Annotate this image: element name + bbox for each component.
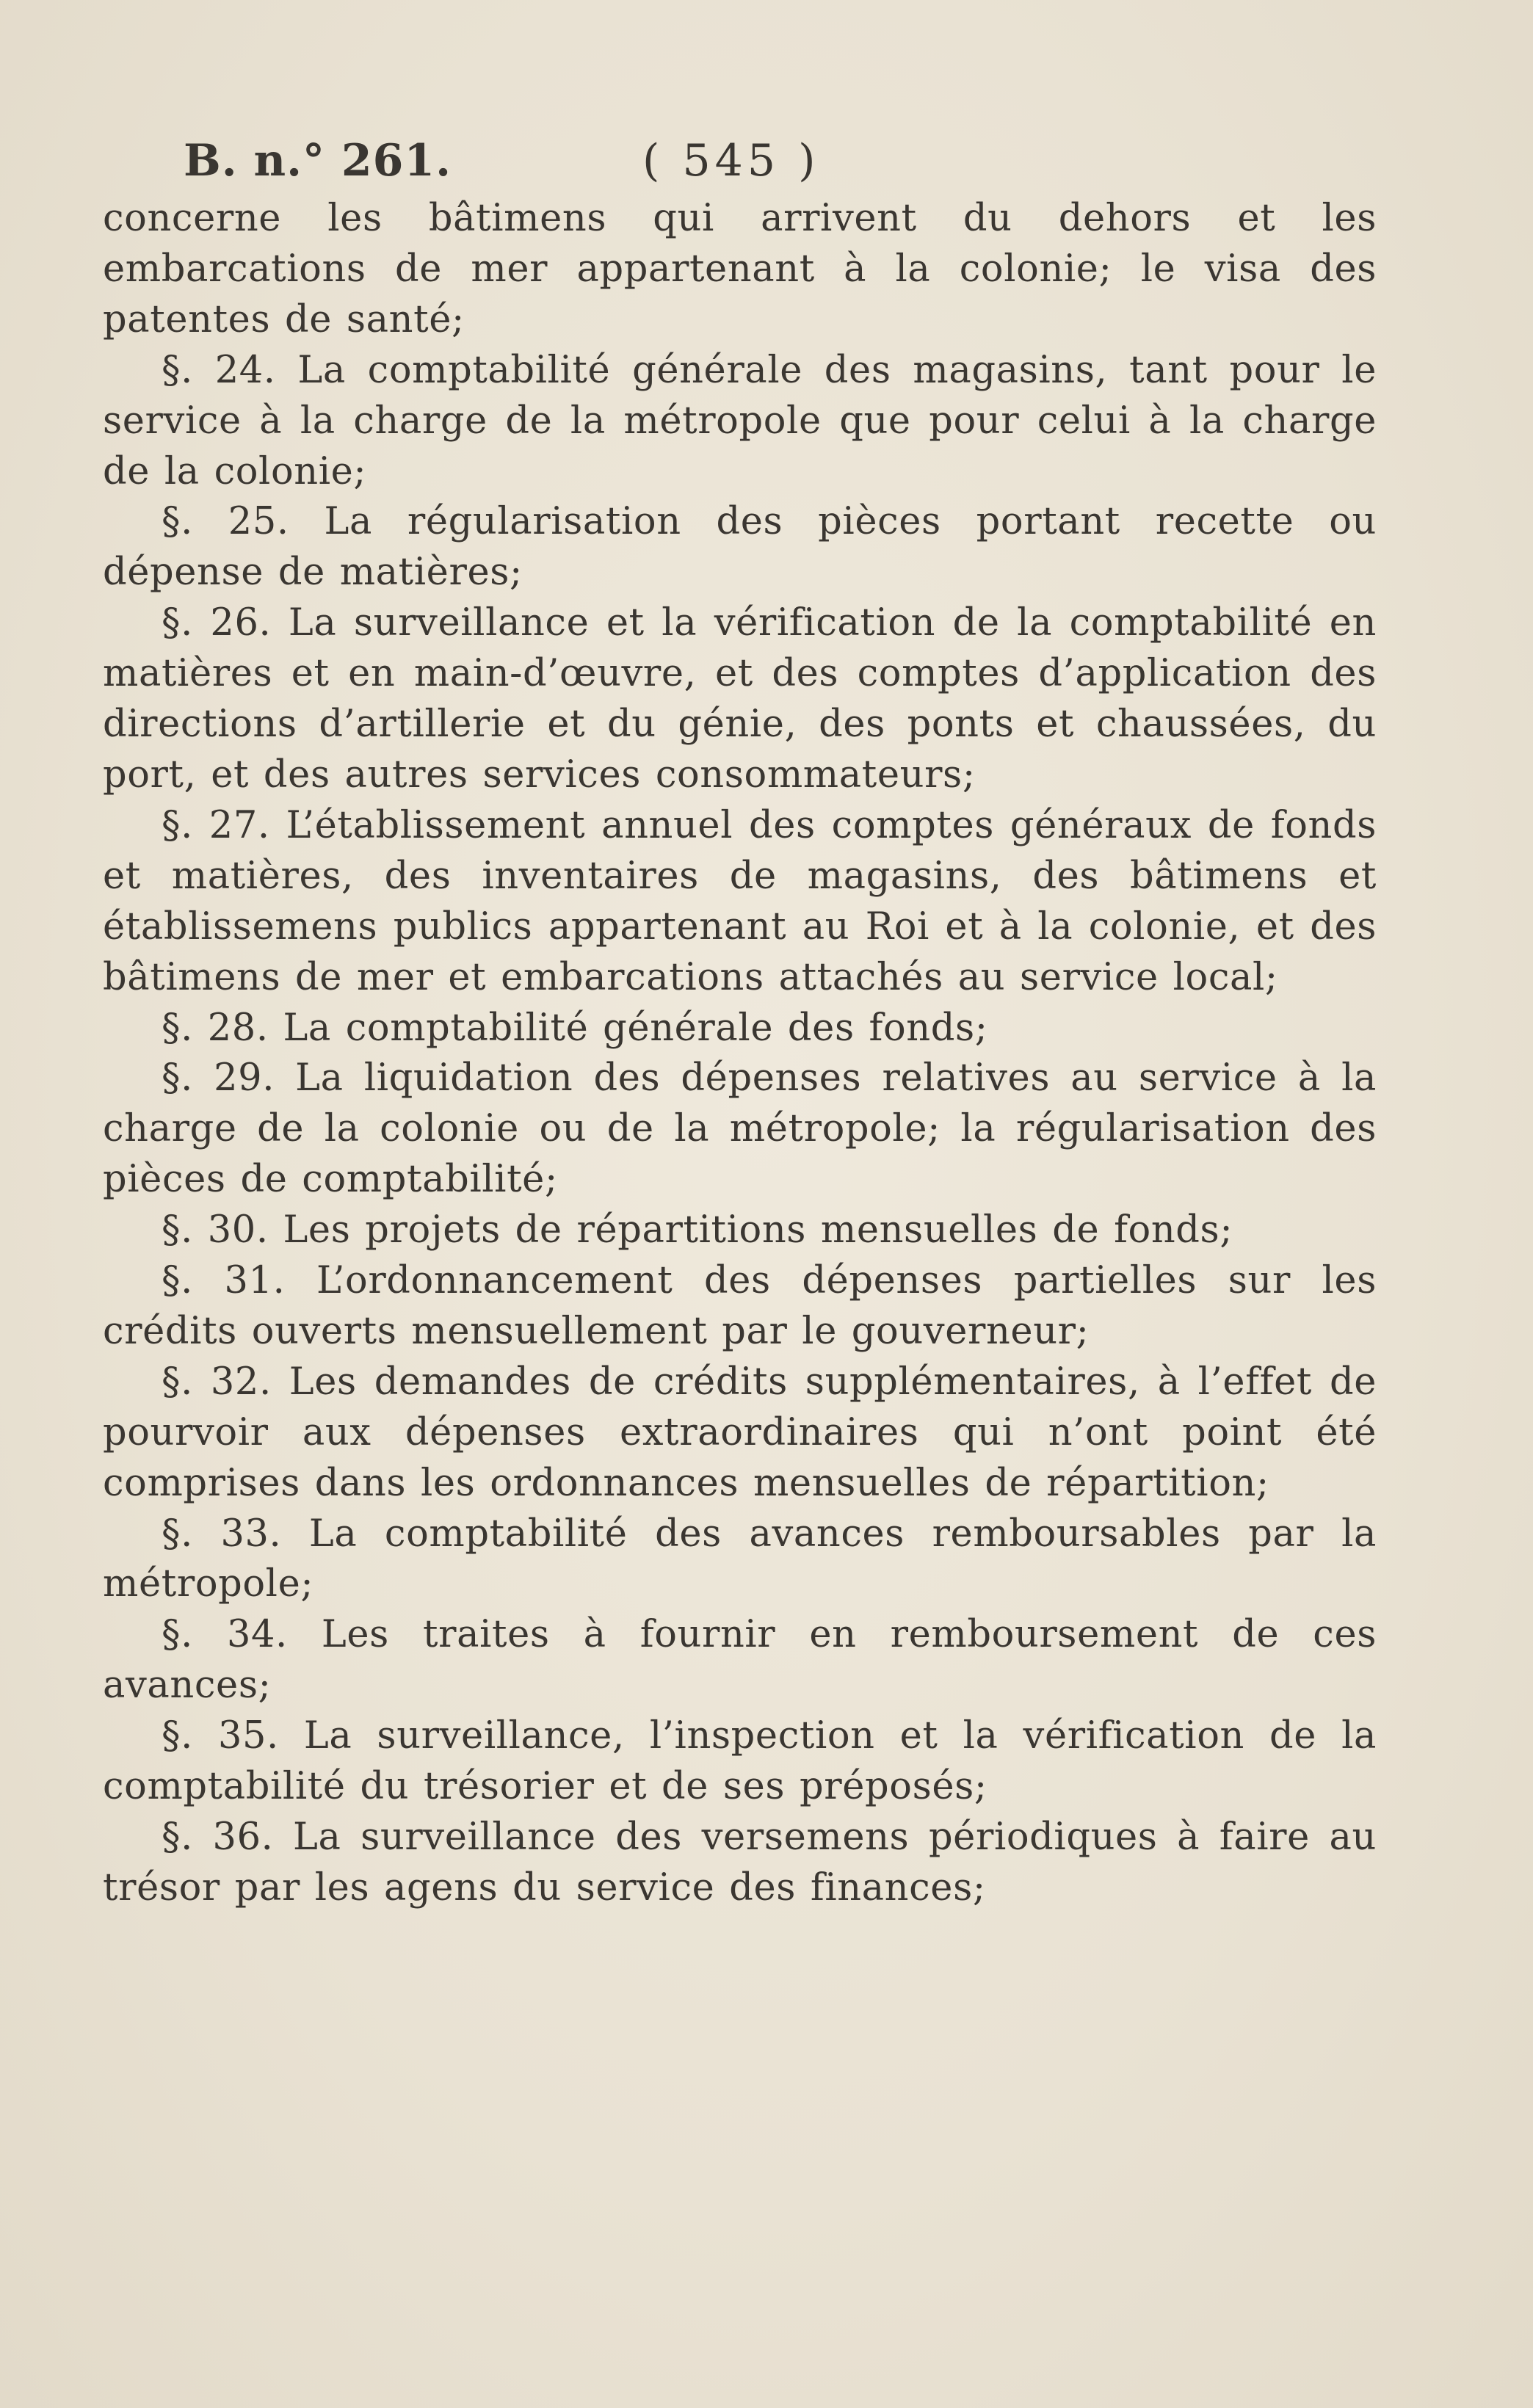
page-number: ( 545 ) bbox=[642, 135, 820, 186]
article-paragraph: §. 31. L’ordonnancement des dépenses partielles sur les crédits ouverts mensuellement par le gouverneur; bbox=[103, 1259, 1377, 1353]
article-paragraph: §. 24. La comptabilité générale des magasins, tant pour le service à la charge de la métropole que pour celui à la charge de la colonie; bbox=[103, 348, 1377, 493]
continuation-paragraph: concerne les bâtimens qui arrivent du dehors et les embarcations de mer appartenant à la colonie; le visa des patentes de santé; bbox=[103, 197, 1377, 341]
page-header bbox=[184, 128, 1358, 194]
bulletin-number: B. n.° 261. bbox=[184, 135, 452, 186]
article-paragraph: §. 30. Les projets de répartitions mensuelles de fonds; bbox=[162, 1208, 1233, 1252]
article-paragraph: §. 26. La surveillance et la vérification de la comptabilité en matières et en main-d’œuvre, et des comptes d’application des directions d’artillerie et du génie, des ponts et chaussées, du port, et des autres services consommateurs; bbox=[103, 601, 1377, 797]
article-paragraph: §. 25. La régularisation des pièces portant recette ou dépense de matières; bbox=[103, 500, 1377, 595]
article-paragraph: §. 32. Les demandes de crédits supplémentaires, à l’effet de pourvoir aux dépenses extraordinaires qui n’ont point été comprises dans les ordonnances mensuelles de répartition; bbox=[103, 1360, 1377, 1505]
article-paragraph: §. 28. La comptabilité générale des fonds; bbox=[162, 1006, 988, 1050]
article-paragraph: §. 33. La comptabilité des avances remboursables par la métropole; bbox=[103, 1512, 1377, 1606]
article-paragraph: §. 36. La surveillance des versemens périodiques à faire au trésor par les agens du service des finances; bbox=[103, 1816, 1377, 1910]
article-paragraph: §. 34. Les traites à fournir en remboursement de ces avances; bbox=[103, 1613, 1377, 1708]
article-paragraph: §. 27. L’établissement annuel des comptes généraux de fonds et matières, des inventaires de magasins, des bâtimens et établissemens publics appartenant au Roi et à la colonie, et des bâtimens de mer et embarcations attachés au service local; bbox=[103, 803, 1377, 999]
body-text bbox=[103, 194, 1377, 1914]
article-paragraph: §. 35. La surveillance, l’inspection et la vérification de la comptabilité du trésorier et de ses préposés; bbox=[103, 1714, 1377, 1809]
article-paragraph: §. 29. La liquidation des dépenses relatives au service à la charge de la colonie ou de la métropole; la régularisation des pièces de comptabilité; bbox=[103, 1056, 1377, 1202]
